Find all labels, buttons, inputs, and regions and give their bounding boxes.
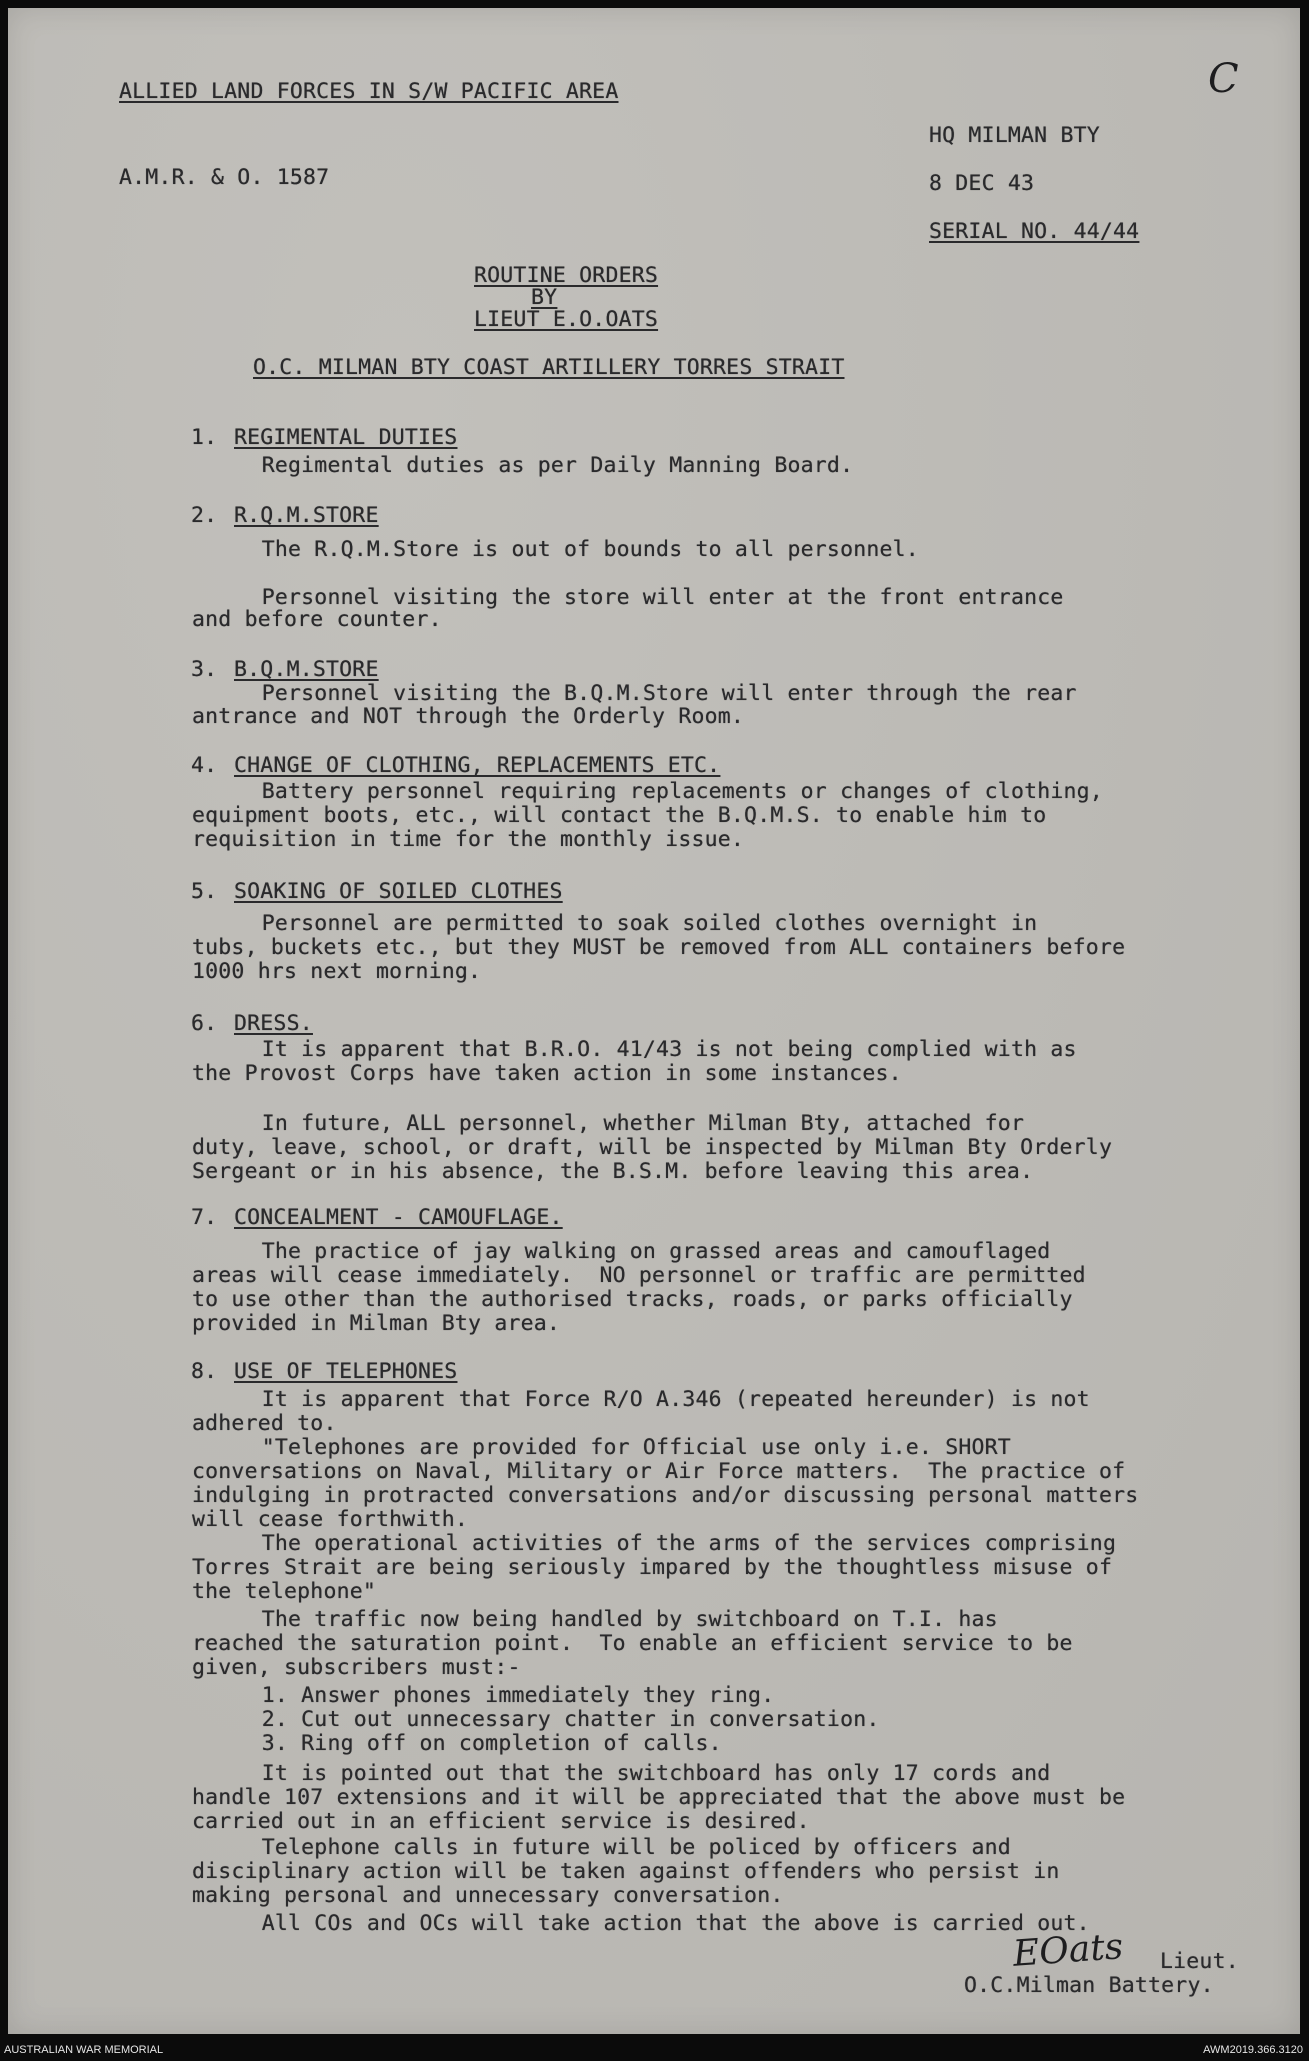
archive-credit: AUSTRALIAN WAR MEMORIAL	[4, 2044, 164, 2056]
section-8-line: handle 107 extensions and it will be appreciated that the above must be	[192, 1785, 1126, 1810]
section-5-line: Personnel are permitted to soak soiled clothes overnight in	[104, 911, 1038, 936]
section-8-number: 8.	[191, 1359, 218, 1384]
section-8-line: given, subscribers must:-	[192, 1655, 521, 1680]
corner-mark: C	[1208, 56, 1239, 102]
section-8-line: disciplinary action will be taken against offenders who persist in	[192, 1859, 1060, 1884]
section-1-line: Regimental duties as per Daily Manning Board.	[104, 453, 854, 478]
section-8-line: will cease forthwith.	[192, 1507, 469, 1532]
section-6-line: In future, ALL personnel, whether Milman Bty, attached for	[104, 1111, 1025, 1136]
section-2-line: The R.Q.M.Store is out of bounds to all personnel.	[104, 537, 919, 562]
section-4-number: 4.	[191, 753, 218, 778]
section-8-line: conversations on Naval, Military or Air Force matters. The practice of	[192, 1459, 1126, 1484]
title-routine-orders: ROUTINE ORDERS	[474, 263, 659, 288]
section-5-heading: SOAKING OF SOILED CLOTHES	[234, 879, 563, 904]
section-2-line: Personnel visiting the store will enter at the front entrance	[104, 585, 1064, 610]
section-3-number: 3.	[191, 657, 218, 682]
section-8-list-item: 1. Answer phones immediately they ring.	[104, 1683, 775, 1708]
title-officer: LIEUT E.O.OATS	[474, 307, 659, 332]
title-unit: O.C. MILMAN BTY COAST ARTILLERY TORRES STRAIT	[253, 355, 845, 380]
section-3-line: Personnel visiting the B.Q.M.Store will enter through the rear	[104, 681, 1077, 706]
order-date: 8 DEC 43	[929, 171, 1035, 196]
document-page	[8, 8, 1300, 2034]
section-1-heading: REGIMENTAL DUTIES	[234, 425, 458, 450]
archive-footer	[0, 2040, 1309, 2061]
section-8-line: "Telephones are provided for Official use only i.e. SHORT	[104, 1435, 1011, 1460]
section-8-heading: USE OF TELEPHONES	[234, 1359, 458, 1384]
section-8-line: carried out in an efficient service is desired.	[192, 1809, 810, 1834]
section-6-line: Sergeant or in his absence, the B.S.M. before leaving this area.	[192, 1159, 1034, 1184]
section-3-line: antrance and NOT through the Orderly Room.	[192, 704, 745, 729]
section-8-line: All COs and OCs will take action that the above is carried out.	[104, 1911, 1090, 1936]
section-8-line: indulging in protracted conversations and/or discussing personal matters	[192, 1483, 1139, 1508]
section-6-number: 6.	[191, 1011, 218, 1036]
amr-reference: A.M.R. & O. 1587	[119, 165, 330, 190]
section-7-line: provided in Milman Bty area.	[192, 1311, 561, 1336]
section-5-number: 5.	[191, 879, 218, 904]
title-by: BY	[531, 285, 558, 310]
section-4-line: requisition in time for the monthly issue.	[192, 827, 745, 852]
section-6-line: the Provost Corps have taken action in some instances.	[192, 1061, 902, 1086]
section-2-number: 2.	[191, 503, 218, 528]
section-8-line: It is pointed out that the switchboard has only 17 cords and	[104, 1761, 1051, 1786]
section-8-line: It is apparent that Force R/O A.346 (repeated hereunder) is not	[104, 1387, 1090, 1412]
section-8-line: adhered to.	[192, 1411, 337, 1436]
section-4-line: Battery personnel requiring replacements or changes of clothing,	[104, 779, 1103, 804]
section-1-number: 1.	[191, 425, 218, 450]
section-7-line: to use other than the authorised tracks, roads, or parks officially	[192, 1287, 1073, 1312]
section-6-line: duty, leave, school, or draft, will be inspected by Milman Bty Orderly	[192, 1135, 1113, 1160]
section-7-number: 7.	[191, 1205, 218, 1230]
section-8-list-item: 2. Cut out unnecessary chatter in conversation.	[104, 1707, 880, 1732]
section-6-line: It is apparent that B.R.O. 41/43 is not being complied with as	[104, 1037, 1077, 1062]
section-2-line: and before counter.	[192, 607, 442, 632]
section-5-line: 1000 hrs next morning.	[192, 959, 482, 984]
handwritten-signature: EOats	[1011, 1926, 1125, 1975]
section-7-line: areas will cease immediately. NO personnel or traffic are permitted	[192, 1263, 1086, 1288]
section-8-line: the telephone"	[192, 1579, 377, 1604]
unit-name: HQ MILMAN BTY	[929, 123, 1100, 148]
section-8-line: Telephone calls in future will be policed by officers and	[104, 1835, 1011, 1860]
section-4-heading: CHANGE OF CLOTHING, REPLACEMENTS ETC.	[234, 753, 721, 778]
section-8-line: Torres Strait are being seriously impared by the thoughtless misuse of	[192, 1555, 1113, 1580]
section-2-heading: R.Q.M.STORE	[234, 503, 379, 528]
section-8-line: reached the saturation point. To enable an efficient service to be	[192, 1631, 1073, 1656]
section-6-heading: DRESS.	[234, 1011, 313, 1036]
section-3-heading: B.Q.M.STORE	[234, 657, 379, 682]
section-8-line: The traffic now being handled by switchboard on T.I. has	[104, 1607, 998, 1632]
force-heading: ALLIED LAND FORCES IN S/W PACIFIC AREA	[119, 79, 619, 104]
section-4-line: equipment boots, etc., will contact the B.Q.M.S. to enable him to	[192, 803, 1047, 828]
signature-rank: Lieut.	[1160, 1949, 1239, 1974]
section-8-line: The operational activities of the arms of the services comprising	[104, 1531, 1117, 1556]
section-5-line: tubs, buckets etc., but they MUST be removed from ALL containers before	[192, 935, 1126, 960]
section-8-list-item: 3. Ring off on completion of calls.	[104, 1731, 722, 1756]
section-7-heading: CONCEALMENT - CAMOUFLAGE.	[234, 1205, 563, 1230]
section-7-line: The practice of jay walking on grassed areas and camouflaged	[104, 1239, 1051, 1264]
serial-number: SERIAL NO. 44/44	[929, 219, 1140, 244]
signature-title: O.C.Milman Battery.	[964, 1973, 1214, 1998]
archive-reference: AWM2019.366.3120	[1203, 2044, 1303, 2056]
section-8-line: making personal and unnecessary conversation.	[192, 1883, 784, 1908]
